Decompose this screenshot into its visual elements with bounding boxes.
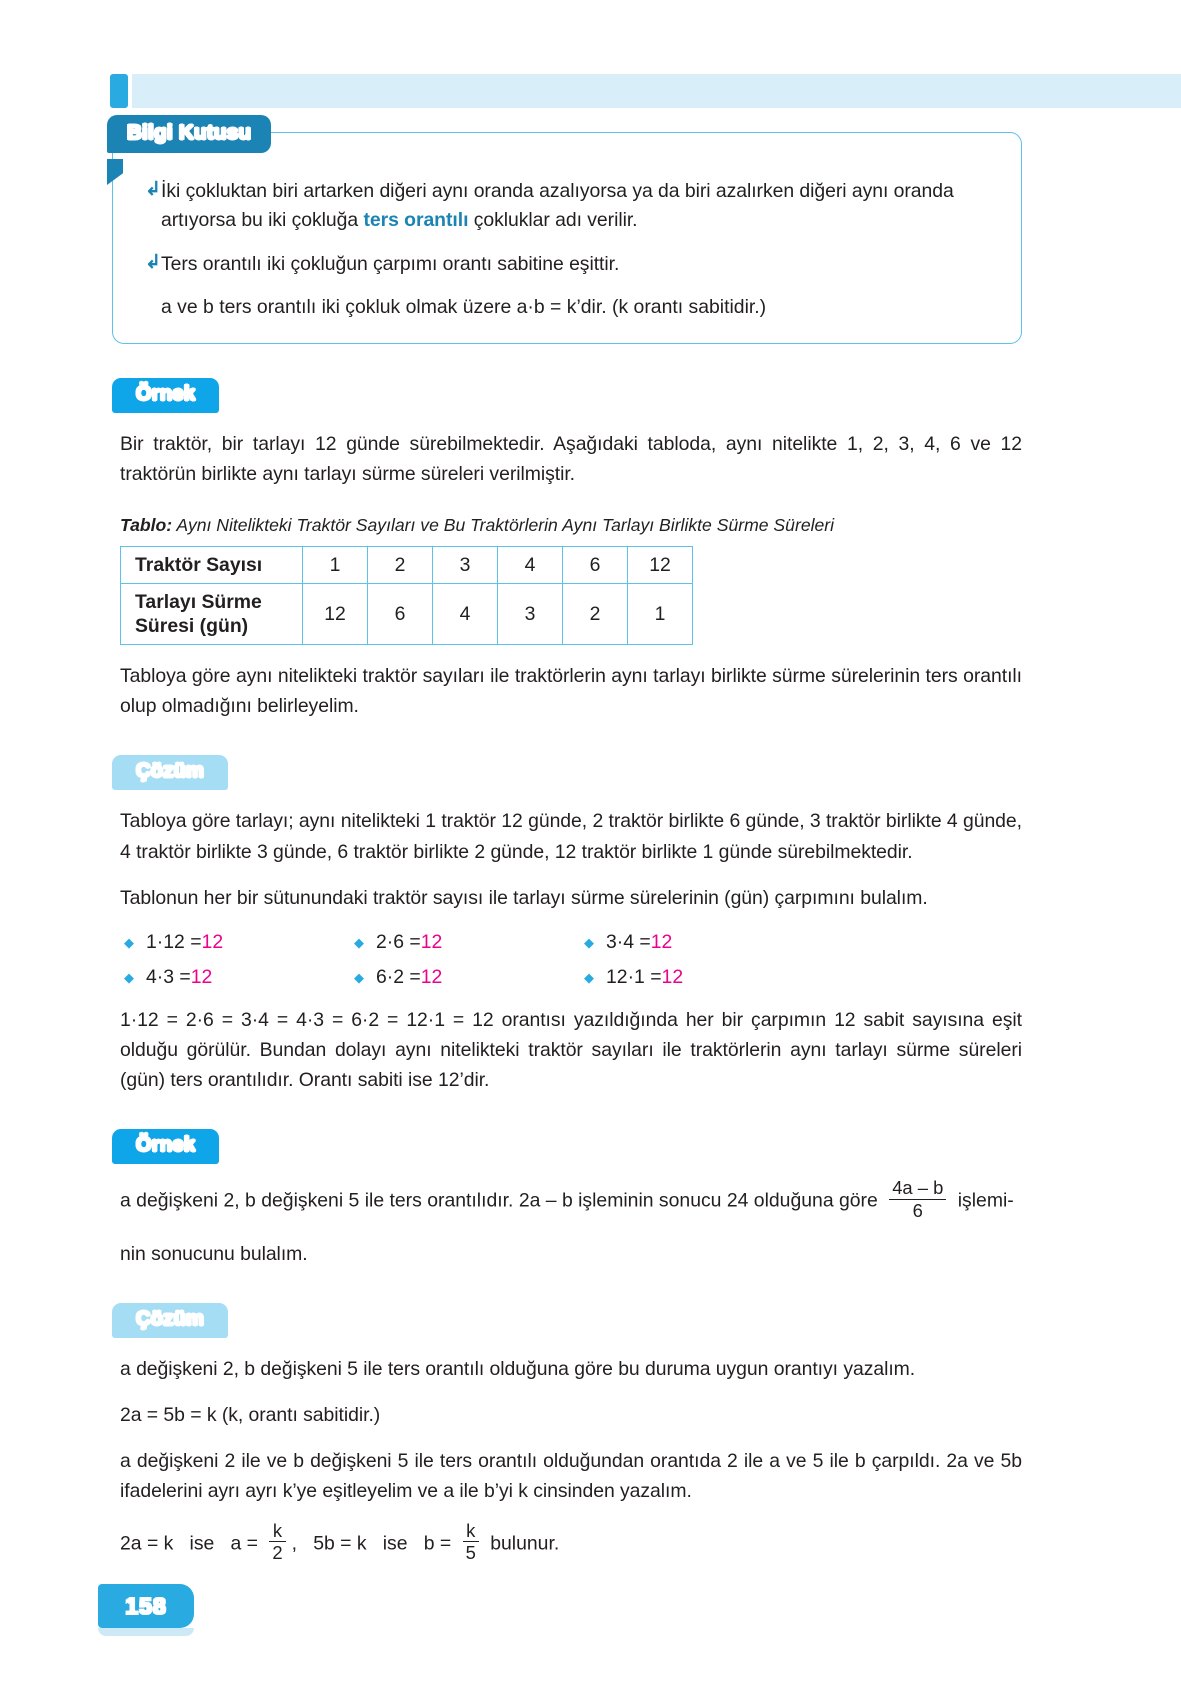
table-cell: 2 bbox=[563, 584, 628, 645]
equation-item bbox=[124, 966, 354, 989]
solution-2-para-2: 2a = 5b = k (k, orantı sabitidir.) bbox=[120, 1404, 381, 1427]
table-cell: 12 bbox=[303, 584, 368, 645]
table-cell: 6 bbox=[368, 584, 433, 645]
table-cell: 1 bbox=[628, 584, 693, 645]
fraction-numerator: k bbox=[272, 1519, 283, 1541]
fraction-k-over-2 bbox=[269, 1521, 285, 1564]
equation-result: 12 bbox=[661, 965, 684, 988]
equation-item bbox=[584, 931, 814, 954]
header-bar-fill bbox=[132, 74, 1181, 108]
equation-expression: 6·2 = bbox=[376, 965, 421, 988]
info-bullet-1-part1: İki çokluktan biri artarken diğeri aynı oranda azalıyorsa ya da biri azalırken diğeri aynı oranda artıyorsa bu iki çokluğa bbox=[161, 180, 954, 232]
info-bullet-1-text bbox=[161, 177, 995, 236]
example-1-label: Örnek bbox=[112, 378, 219, 413]
table-caption bbox=[120, 515, 1022, 536]
equation-expression: 3·4 = bbox=[606, 930, 651, 953]
equation-row bbox=[124, 966, 904, 989]
hook-icon: ↳ bbox=[145, 179, 161, 200]
final-seg-5: ise bbox=[382, 1532, 408, 1555]
diamond-bullet-icon: ◆ bbox=[584, 969, 594, 985]
table-cell: 4 bbox=[433, 584, 498, 645]
fraction-denominator: 6 bbox=[889, 1199, 946, 1222]
info-box-tab-notch bbox=[107, 159, 123, 185]
info-bullet-1 bbox=[139, 177, 995, 236]
diamond-bullet-icon: ◆ bbox=[354, 934, 364, 950]
diamond-bullet-icon: ◆ bbox=[354, 969, 364, 985]
equation-expression: 4·3 = bbox=[146, 965, 191, 988]
solution-1-para-1: Tabloya göre tarlayı; aynı nitelikteki 1 traktör 12 günde, 2 traktör birlikte 6 günde, 3 traktör birlikte 4 günde, 4 traktör birlikte 3 günde, 6 traktör birlikte 2 günde, 12 traktör birlikte 1 günde sürebilmektedir. bbox=[120, 810, 1022, 863]
header-bar-tab bbox=[110, 74, 128, 108]
equation-item bbox=[584, 966, 814, 989]
table-row2-header: Tarlayı Sürme Süresi (gün) bbox=[121, 584, 303, 645]
solution-1-label: Çözüm bbox=[112, 755, 228, 790]
solution-2-section bbox=[112, 1303, 1022, 1566]
final-seg-2: ise bbox=[189, 1532, 215, 1555]
info-bullet-1-highlight: ters orantılı bbox=[363, 209, 469, 232]
table-cell: 4 bbox=[498, 547, 563, 584]
final-seg-4: 5b = k bbox=[313, 1532, 367, 1555]
equation-result: 12 bbox=[420, 930, 443, 953]
fraction-numerator: k bbox=[466, 1519, 476, 1541]
final-seg-3: a = bbox=[230, 1532, 259, 1555]
solution-2-final-line bbox=[120, 1519, 1022, 1566]
fraction-4a-minus-b-over-6 bbox=[889, 1178, 946, 1221]
fraction-denominator: 5 bbox=[463, 1541, 479, 1564]
fraction-numerator: 4a – b bbox=[892, 1176, 944, 1198]
table-row bbox=[121, 584, 693, 645]
equation-expression: 12·1 = bbox=[606, 965, 662, 988]
final-seg-1: 2a = k bbox=[120, 1532, 174, 1555]
solution-2-para-3: a değişkeni 2 ile ve b değişkeni 5 ile ters orantılı olduğundan orantıda 2 ile a ve 5 ile b çarpıldı. 2a ve 5b ifadelerini ayrı ayrı k’ye eşitleyelim ve a ile b’yi k cinsinden yazalım. bbox=[120, 1450, 1022, 1503]
final-seg-6: b = bbox=[423, 1532, 452, 1555]
example-2-text-after: işlemi- bbox=[957, 1189, 1014, 1212]
table-row1-header: Traktör Sayısı bbox=[121, 547, 303, 584]
diamond-bullet-icon: ◆ bbox=[124, 969, 134, 985]
example-1-after-table: Tabloya göre aynı nitelikteki traktör sayıları ile traktörlerin aynı tarlayı birlikte sürme sürelerinin ters orantılı olup olmadığını belirleyelim. bbox=[120, 665, 1022, 718]
solution-2-label: Çözüm bbox=[112, 1303, 228, 1338]
equation-result: 12 bbox=[190, 965, 213, 988]
diamond-bullet-icon: ◆ bbox=[124, 934, 134, 950]
equation-item bbox=[354, 966, 584, 989]
example-2-section bbox=[112, 1129, 1022, 1269]
info-bullet-2-text: Ters orantılı iki çokluğun çarpımı orantı sabitine eşittir. bbox=[161, 252, 620, 275]
hook-icon: ↳ bbox=[145, 251, 161, 273]
fraction-k-over-5 bbox=[463, 1521, 479, 1564]
table-cell: 3 bbox=[498, 584, 563, 645]
table-cell: 6 bbox=[563, 547, 628, 584]
equation-result: 12 bbox=[650, 930, 673, 953]
page-number-shadow bbox=[98, 1628, 194, 1636]
diamond-bullet-icon: ◆ bbox=[584, 934, 594, 950]
equation-result: 12 bbox=[420, 965, 443, 988]
example-2-label: Örnek bbox=[112, 1129, 219, 1164]
solution-1-para-3: 1·12 = 2·6 = 3·4 = 4·3 = 6·2 = 12·1 = 12 orantısı yazıldığında her bir çarpımın 12 sabit sayısına eşit olduğu görülür. Bundan dolayı aynı nitelikteki traktör sayıları ile traktörlerin aynı tarlayı sürme süreleri (gün) ters orantılıdır. Orantı sabiti ise 12’dir. bbox=[120, 1008, 1022, 1091]
example-2-text bbox=[120, 1176, 1022, 1223]
table-cell: 12 bbox=[628, 547, 693, 584]
page-content bbox=[112, 121, 1022, 1566]
table-row bbox=[121, 547, 693, 584]
table-caption-rest: Aynı Nitelikteki Traktör Sayıları ve Bu Traktörlerin Aynı Tarlayı Birlikte Sürme Süreleri bbox=[172, 515, 835, 536]
page-number: 158 bbox=[98, 1584, 194, 1628]
info-box bbox=[112, 121, 1022, 344]
equation-expression: 2·6 = bbox=[376, 930, 421, 953]
page-header-bar bbox=[110, 74, 1181, 108]
tractor-data-table bbox=[120, 546, 693, 645]
table-cell: 1 bbox=[303, 547, 368, 584]
fraction-denominator: 2 bbox=[269, 1541, 285, 1564]
equation-item bbox=[354, 931, 584, 954]
final-comma: , bbox=[291, 1532, 298, 1555]
example-1-section bbox=[112, 378, 1022, 722]
example-2-text-before: a değişkeni 2, b değişkeni 5 ile ters orantılıdır. 2a – b işleminin sonucu 24 olduğuna göre bbox=[120, 1189, 878, 1212]
equation-grid bbox=[124, 931, 904, 989]
info-bullet-1-part2: çokluklar adı verilir. bbox=[468, 209, 638, 232]
final-seg-7: bulunur. bbox=[490, 1532, 560, 1555]
example-2-text-line2: nin sonucunu bulalım. bbox=[120, 1243, 308, 1266]
table-cell: 3 bbox=[433, 547, 498, 584]
equation-expression: 1·12 = bbox=[146, 930, 202, 953]
solution-2-para-1: a değişkeni 2, b değişkeni 5 ile ters orantılı olduğuna göre bu duruma uygun orantıyı yazalım. bbox=[120, 1358, 916, 1381]
info-bullet-2 bbox=[139, 250, 995, 279]
equation-result: 12 bbox=[201, 930, 224, 953]
table-caption-bold: Tablo: bbox=[120, 515, 173, 536]
solution-1-section bbox=[112, 755, 1022, 1094]
info-box-title: Bilgi Kutusu bbox=[107, 115, 271, 153]
example-1-intro: Bir traktör, bir tarlayı 12 günde sürebilmektedir. Aşağıdaki tabloda, aynı nitelikte 1, 2, 3, 4, 6 ve 12 traktörün birlikte aynı tarlayı sürme süreleri verilmiştir. bbox=[120, 432, 1022, 486]
solution-1-para-2: Tablonun her bir sütunundaki traktör sayısı ile tarlayı sürme sürelerinin (gün) çarpımını bulalım. bbox=[120, 886, 928, 909]
equation-row bbox=[124, 931, 904, 954]
info-bullet-2-subline: a ve b ters orantılı iki çokluk olmak üzere a·b = k’dir. (k orantı sabitidir.) bbox=[161, 296, 767, 319]
table-cell: 2 bbox=[368, 547, 433, 584]
equation-item bbox=[124, 931, 354, 954]
